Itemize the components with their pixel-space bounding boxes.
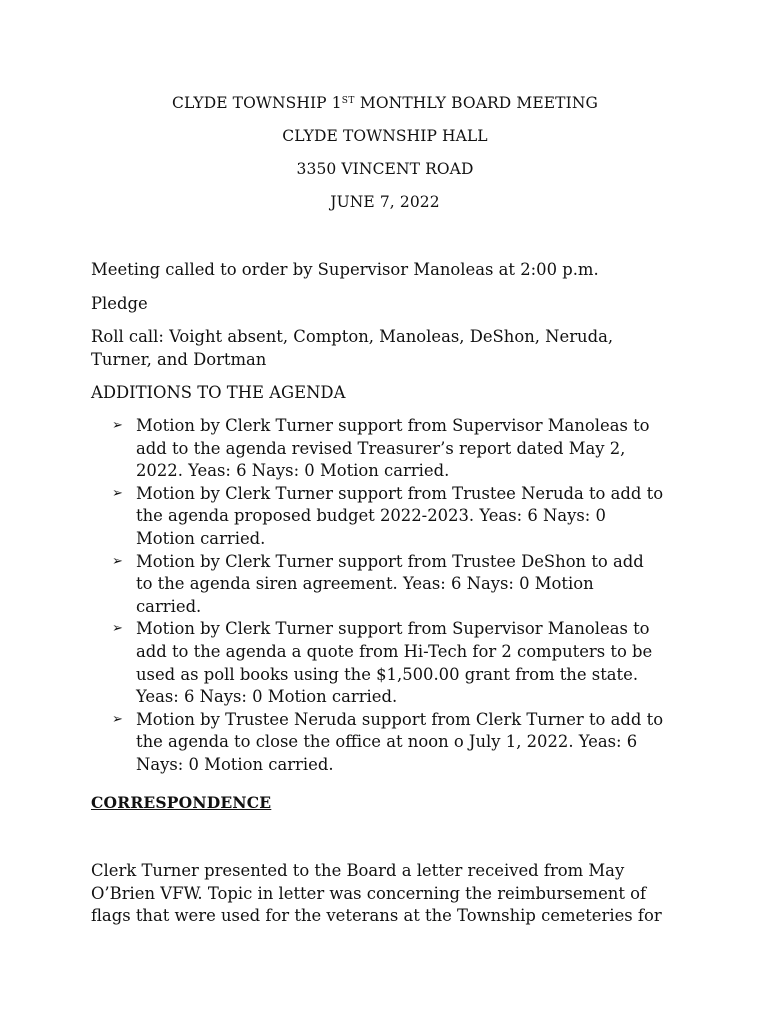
correspondence-line: Clerk Turner presented to the Board a letter received from May: [91, 861, 625, 880]
motion-line: Motion by Clerk Turner support from Trustee DeShon to add: [136, 551, 644, 571]
motion-line: carried.: [136, 596, 202, 616]
motion-item: [112, 551, 702, 619]
motion-line: used as poll books using the $1,500.00 grant from the state.: [136, 664, 639, 684]
correspondence-line: O’Brien VFW. Topic in letter was concerning the reimbursement of: [91, 883, 647, 903]
roll-call-line: Turner, and Dortman: [91, 349, 267, 369]
motions-list: [112, 415, 702, 777]
roll-call: [91, 326, 691, 371]
motion-line: Motion by Clerk Turner support from Supervisor Manoleas to: [136, 416, 650, 435]
meeting-address: 3350 VINCENT ROAD: [296, 160, 474, 178]
pledge: Pledge: [91, 294, 148, 313]
meeting-title-rest: MONTHLY BOARD MEETING: [354, 94, 598, 112]
ordinal-suffix: ST: [341, 96, 355, 106]
motion-line: Nays: 0 Motion carried.: [136, 754, 334, 774]
motion-line: add to the agenda revised Treasurer’s report dated May 2,: [136, 438, 626, 458]
correspondence-heading: CORRESPONDENCE: [91, 793, 272, 812]
motion-line: to the agenda siren agreement. Yeas: 6 Nays: 0 Motion: [136, 574, 594, 594]
arrow-bullet-icon: ➢: [112, 418, 123, 433]
correspondence-paragraph: [91, 860, 691, 928]
meeting-date: JUNE 7, 2022: [330, 193, 440, 211]
motion-line: Motion by Clerk Turner support from Supervisor Manoleas to: [136, 619, 650, 639]
motion-line: the agenda to close the office at noon o July 1, 2022. Yeas: 6: [136, 732, 638, 752]
motion-line: Motion carried.: [136, 528, 266, 548]
correspondence-line: flags that were used for the veterans at the Township cemeteries for: [91, 906, 662, 926]
arrow-bullet-icon: ➢: [112, 553, 123, 569]
motion-item: [112, 709, 702, 777]
call-to-order: Meeting called to order by Supervisor Manoleas at 2:00 p.m.: [91, 260, 599, 279]
motion-item: [112, 618, 702, 708]
motion-line: Yeas: 6 Nays: 0 Motion carried.: [136, 687, 398, 707]
motion-line: 2022. Yeas: 6 Nays: 0 Motion carried.: [136, 461, 450, 481]
motion-item: [112, 483, 702, 551]
motion-item: [112, 415, 702, 483]
arrow-bullet-icon: ➢: [112, 711, 123, 727]
motion-line: Motion by Trustee Neruda support from Clerk Turner to add to: [136, 709, 664, 729]
arrow-bullet-icon: ➢: [112, 621, 123, 637]
additions-heading: ADDITIONS TO THE AGENDA: [91, 383, 346, 402]
motion-line: the agenda proposed budget 2022-2023. Yeas: 6 Nays: 0: [136, 506, 606, 526]
meeting-title-text: CLYDE TOWNSHIP 1: [172, 94, 342, 112]
motion-line: add to the agenda a quote from Hi-Tech for 2 computers to be: [136, 641, 653, 661]
motion-line: Motion by Clerk Turner support from Trustee Neruda to add to: [136, 483, 664, 503]
roll-call-line: Roll call: Voight absent, Compton, Manoleas, DeShon, Neruda,: [91, 327, 614, 346]
arrow-bullet-icon: ➢: [112, 485, 123, 501]
meeting-title: [0, 94, 770, 112]
meeting-location: CLYDE TOWNSHIP HALL: [282, 127, 488, 145]
